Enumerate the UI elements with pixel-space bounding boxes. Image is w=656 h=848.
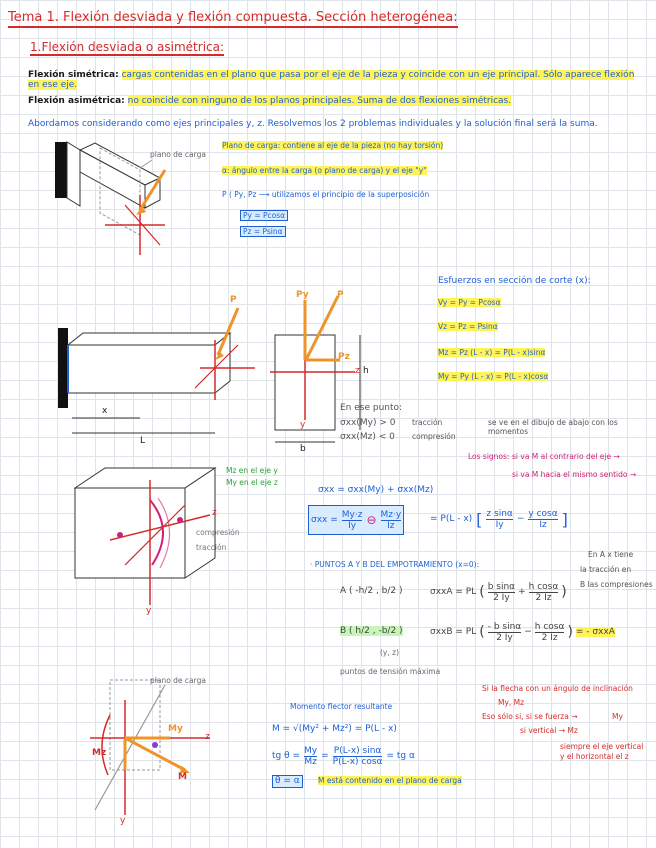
fig2-traccion: tracción xyxy=(412,418,443,427)
fig3-minus: − xyxy=(516,514,525,524)
fig3-frac2-den: Iz xyxy=(387,520,395,531)
fig4-tg-f2 xyxy=(333,746,383,767)
fig2-line-3-text: Mz = Pz (L - x) = P(L - x)sinα xyxy=(438,348,546,357)
fig4-label-M: M xyxy=(178,772,187,782)
fig2-label-b: b xyxy=(300,444,306,454)
fig3-point-A: A ( -h/2 , b/2 ) xyxy=(340,586,403,596)
fig1-pz-box: Pz = Psinα xyxy=(240,226,286,237)
page-title: Tema 1. Flexión desviada y flexión compuesta. Sección heterogénea: xyxy=(8,10,458,28)
fig3-label-traccion: tracción xyxy=(196,543,227,552)
fig1-plano-label: plano de carga xyxy=(150,150,206,159)
fig4-theta-note-text: M está contenido en el plano de carga xyxy=(318,776,462,785)
fig2-sigma-mz: σxx(Mz) < 0 xyxy=(340,432,395,442)
fig3-note-B: B las compresiones xyxy=(580,580,653,589)
fig3-sigmaB-paren-open: ( xyxy=(479,624,485,640)
fig4-label-z: z xyxy=(205,732,210,742)
fig4-tg-lhs: tg θ = xyxy=(272,751,301,761)
fig3-note-traccion: la tracción en xyxy=(580,565,632,574)
fig2-brace-note: se ve en el dibujo de abajo con los momentos xyxy=(488,418,618,436)
fig3-frac2-num: Mz·y xyxy=(380,509,402,520)
fig4-momento-res: Momento flector resultante xyxy=(290,702,393,711)
fig1-alpha-def-text: α: ángulo entre la carga (o plano de carga) y el eje "y" xyxy=(222,166,427,175)
fig3-sigma-lhs: σxx = xyxy=(311,515,338,525)
fig4-label-Mz: Mz xyxy=(92,748,107,758)
fig4-label-y: y xyxy=(120,816,126,826)
fig3-sigmaB-t2-num: h cosα xyxy=(534,621,565,632)
fig4-m-eq: M = √(My² + Mz²) = P(L - x) xyxy=(272,724,397,734)
fig2-point-label: En ese punto: xyxy=(340,403,403,413)
fig2-line-2-text: Vz = Pz = Psinα xyxy=(438,322,498,331)
fig2-label-p2: P xyxy=(337,290,344,300)
fig3-puntos-header: · PUNTOS A Y B DEL EMPOTRAMIENTO (x=0): xyxy=(310,560,480,569)
fig3-label-y: y xyxy=(146,606,152,616)
fig3-frac1-den: Iy xyxy=(348,520,357,531)
fig3-sigmaA-paren-close: ) xyxy=(561,584,567,600)
fig2-label-p: P xyxy=(230,295,237,305)
fig2-label-x: x xyxy=(102,406,108,416)
fig3-bracket-close: ] xyxy=(561,509,568,529)
fig3-frac4-num: y cosα xyxy=(528,508,558,519)
fig2-label-z: z xyxy=(355,366,360,376)
fig4-note2: My, Mz xyxy=(498,698,525,707)
section-subtitle: 1.Flexión desviada o asimétrica: xyxy=(30,40,225,54)
fig3-sigmaB-lhs: σxxB = PL xyxy=(430,627,477,637)
fig2-label-L: L xyxy=(140,436,146,446)
fig3-frac3-num: z sinα xyxy=(486,508,513,519)
fig3-sigmaB-t1-num: - b sinα xyxy=(487,621,522,632)
fig3-my-note: My en el eje z xyxy=(226,478,278,487)
fig4-tg-f2-den: P(L-x) cosα xyxy=(332,756,383,767)
fig3-minus-sign: ⊖ xyxy=(366,513,377,527)
def-simetrica-text: cargas contenidas en el plano que pasa por el eje de la pieza y coincide con un eje principal. Sólo aparece flexión en ese eje. xyxy=(28,70,635,90)
fig3-point-B-text: B ( h/2 , -b/2 ) xyxy=(340,626,403,636)
def-asimetrica-term: Flexión asimétrica: xyxy=(28,96,125,106)
fig4-tg-f1-num: My xyxy=(304,745,318,756)
fig2-compresion: compresión xyxy=(412,432,456,441)
fig3-puntos-max: puntos de tensión máxima xyxy=(340,667,441,676)
fig3-signos-1: si va M al contrario del eje → xyxy=(512,452,620,461)
fig3-sigmaB-paren-close: ) xyxy=(567,624,573,640)
fig4-note3: Eso sólo si, si se fuerza → xyxy=(482,712,578,721)
fig3-signos-label: Los signos: xyxy=(468,452,510,461)
fig2-label-py: Py xyxy=(296,290,309,300)
fig3-sigmaA-t2-num: h cosα xyxy=(528,581,559,592)
fig3-sigmaA-paren-open: ( xyxy=(479,584,485,600)
fig4-label-My: My xyxy=(168,724,183,734)
fig2-line-4-text: My = Py (L - x) = P(L - x)cosα xyxy=(438,372,549,381)
fig3-bracket-open: [ xyxy=(476,509,483,529)
fig4-note5: siempre el eje vertical y el horizontal el z xyxy=(560,742,644,761)
fig3-signos-2: si va M hacia el mismo sentido → xyxy=(512,470,637,479)
fig4-tg-f2-num: P(L-x) sinα xyxy=(333,745,382,756)
fig4-tg-equals: = xyxy=(321,751,329,761)
fig4-tg-result: = tg α xyxy=(386,751,415,761)
fig4-plano-label: plano de carga xyxy=(150,676,206,685)
fig4-tg-eq xyxy=(272,742,415,770)
fig4-theta-eq: θ = α xyxy=(272,775,303,788)
fig3-frac1-num: My·z xyxy=(341,509,363,520)
fig3-sigmaA-plus: + xyxy=(518,587,526,597)
fig3-sigmaA-t1-den: 2 Iy xyxy=(493,592,510,603)
fig3-frac4-den: Iz xyxy=(539,519,547,530)
procedure-text: Abordamos considerando como ejes principales y, z. Resolvemos los 2 problemas individuales y la solución final será la suma. xyxy=(28,119,598,129)
fig3-sigmaB-t1-den: 2 Iy xyxy=(496,632,513,643)
fig3-sigmaB-t2-den: 2 Iz xyxy=(541,632,558,643)
fig4-note3b: My xyxy=(612,712,623,721)
fig2-label-y: y xyxy=(300,420,306,430)
fig3-label-compresion: compresión xyxy=(196,528,240,537)
fig3-sigmaB-result: = - σxxA xyxy=(575,627,615,637)
fig3-label-z: z xyxy=(212,508,217,518)
fig3-mz-note: Mz en el eje y xyxy=(226,466,278,475)
def-asimetrica-text: no coincide con ninguno de los planos principales. Suma de dos flexiones simétricas. xyxy=(127,96,512,106)
fig2-label-h: h xyxy=(363,366,369,376)
fig3-equals-p: = P(L - x) xyxy=(430,514,473,524)
fig2-line-1-text: Vy = Py = Pcosα xyxy=(438,298,501,307)
fig3-pos-yz: (y, z) xyxy=(380,648,399,657)
fig3-sigmaA-lhs: σxxA = PL xyxy=(430,587,477,597)
fig3-sigma-sum: σxx = σxx(My) + σxx(Mz) xyxy=(318,485,434,495)
fig3-frac3-den: Iy xyxy=(495,519,504,530)
fig1-py-box: Py = Pcosα xyxy=(240,210,288,221)
fig3-sigmaA-t1-num: b sinα xyxy=(487,581,516,592)
fig3-sigmaB-minus: − xyxy=(524,627,532,637)
def-simetrica-term: Flexión simétrica: xyxy=(28,70,119,80)
fig3-note-A: En A x tiene xyxy=(588,550,634,559)
fig2-label-pz: Pz xyxy=(338,352,350,362)
fig3-sigmaA-t2-den: 2 Iz xyxy=(535,592,552,603)
fig1-p-decomp: P ⟨ Py, Pz ⟶ utilizamos el principio de la superposición xyxy=(222,190,430,199)
fig2-esfuerzos-header: Esfuerzos en sección de corte (x): xyxy=(438,276,591,286)
fig4-tg-f1 xyxy=(304,746,317,767)
fig2-sigma-my: σxx(My) > 0 xyxy=(340,418,396,428)
fig1-plano-carga-text: Plano de carga: contiene al eje de la pieza (no hay torsión) xyxy=(222,141,444,150)
fig4-tg-f1-den: Mz xyxy=(304,756,317,767)
fig4-note4: si vertical → Mz xyxy=(520,726,578,735)
fig4-note1: Si la flecha con un ángulo de inclinación xyxy=(482,684,633,693)
fig4-theta-note xyxy=(318,776,462,785)
